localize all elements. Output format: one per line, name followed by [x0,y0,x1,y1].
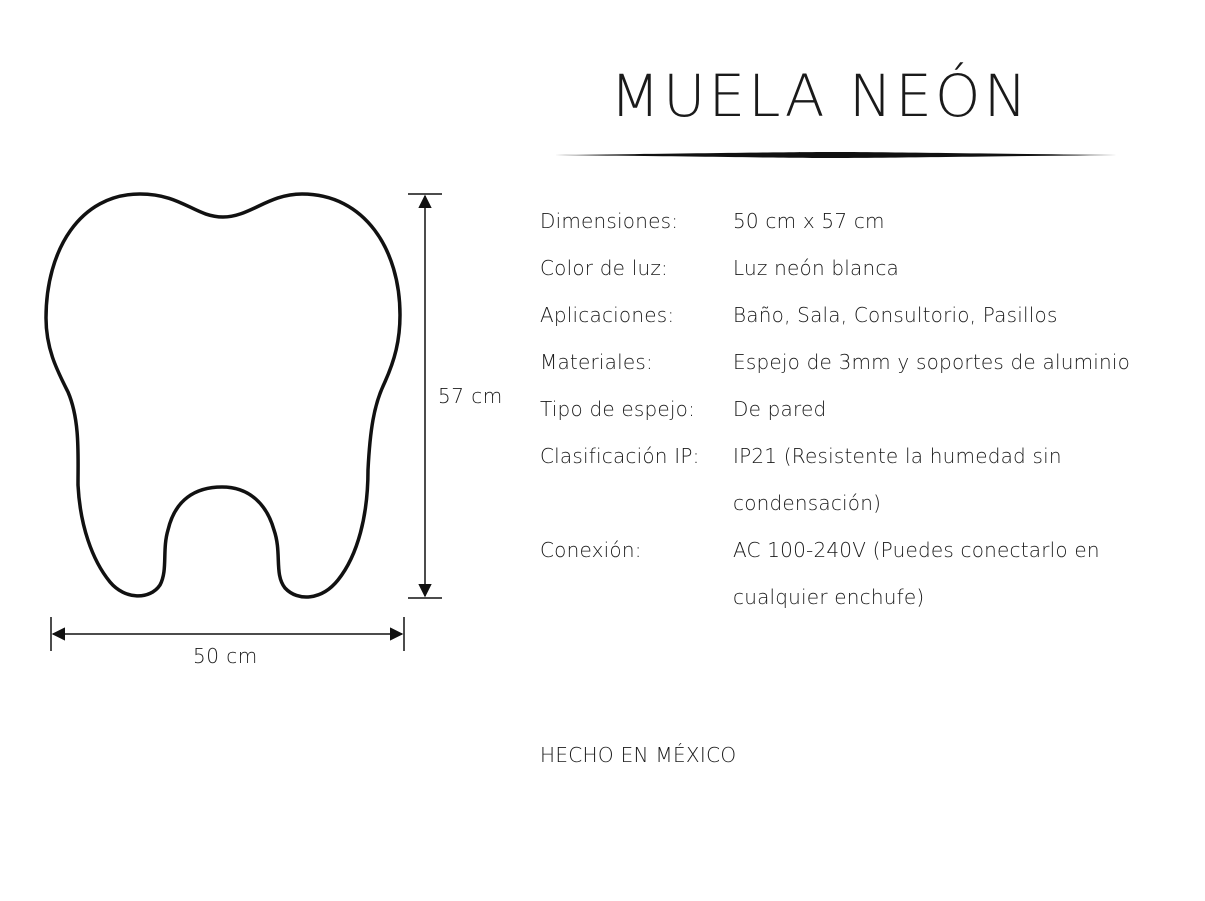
spec-label: Materiales: [540,350,653,374]
spec-row [540,386,1180,433]
made-in-label: HECHO EN MÉXICO [540,743,737,767]
spec-row [540,198,1180,245]
spec-label: Conexión: [540,538,642,562]
title-underline [555,150,1117,160]
spec-label: Aplicaciones: [540,303,675,327]
spec-list [540,198,1180,621]
spec-value: AC 100-240V (Puedes conectarlo en cualquier enchufe) [733,538,1100,609]
tooth-outline-icon [46,194,400,597]
spec-value: Baño, Sala, Consultorio, Pasillos [733,303,1058,327]
spec-value: Luz neón blanca [733,256,900,280]
spec-value: IP21 (Resistente la humedad sin condensación) [733,444,1062,515]
spec-row [540,527,1180,621]
width-dimension-label: 50 cm [193,644,258,668]
spec-row [540,339,1180,386]
spec-value: De pared [733,397,827,421]
spec-value: 50 cm x 57 cm [733,209,885,233]
spec-label: Dimensiones: [540,209,679,233]
spec-row [540,292,1180,339]
height-dimension-label: 57 cm [438,384,503,408]
product-drawing [0,0,540,720]
page-title: MUELA NEÓN [610,62,1030,130]
spec-label: Clasificación IP: [540,444,700,468]
spec-row [540,433,1180,527]
spec-label: Color de luz: [540,256,669,280]
spec-row [540,245,1180,292]
spec-value: Espejo de 3mm y soportes de aluminio [733,350,1131,374]
spec-label: Tipo de espejo: [540,397,696,421]
